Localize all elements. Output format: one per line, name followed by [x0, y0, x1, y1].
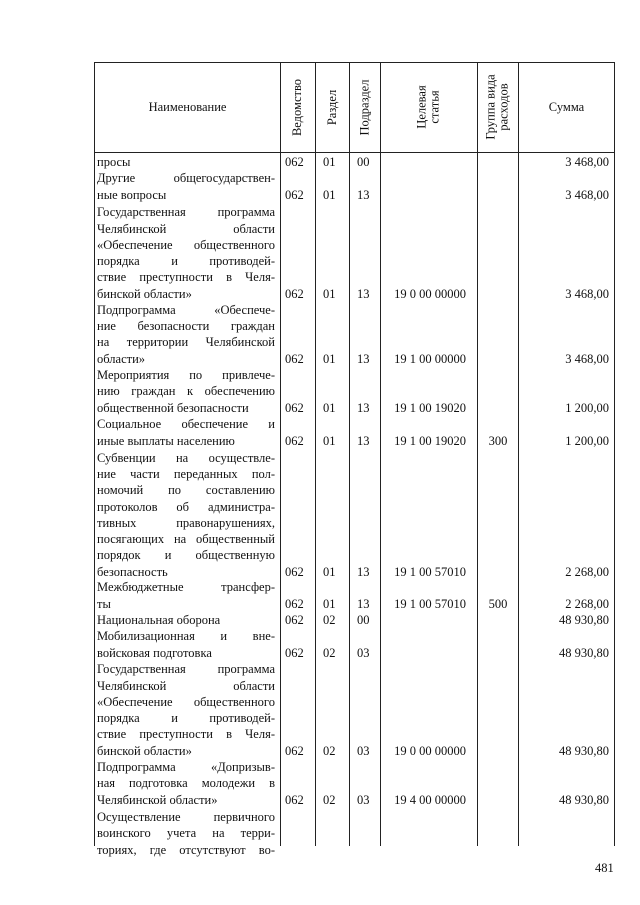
header-summa-label: Сумма [548, 99, 585, 114]
header-gruppa-line2: расходов [497, 83, 512, 131]
header-name-label: Наименование [148, 99, 227, 114]
header-vedomstvo [281, 62, 315, 152]
row-name: Межбюджетные трансфер- ты [97, 580, 275, 611]
row-podrazdel: 00 [357, 154, 370, 169]
header-gruppa-line1: Группа вида [484, 74, 499, 140]
table-row [94, 661, 615, 759]
header-summa [519, 62, 614, 152]
row-razdel: 01 [323, 400, 336, 415]
header-name [95, 62, 280, 152]
row-podrazdel: 03 [357, 792, 370, 807]
row-vedomstvo: 062 [285, 433, 304, 448]
row-gruppa: 500 [488, 596, 508, 611]
header-razdel [316, 62, 349, 152]
row-summa: 3 468,00 [565, 286, 609, 301]
table-body [94, 153, 615, 858]
row-podrazdel: 13 [357, 433, 370, 448]
row-podrazdel: 03 [357, 743, 370, 758]
row-podrazdel: 00 [357, 612, 370, 627]
header-podrazdel [350, 62, 380, 152]
row-name: Национальная оборона [97, 612, 221, 627]
row-razdel: 02 [323, 743, 336, 758]
row-vedomstvo: 062 [285, 564, 304, 579]
row-razdel: 01 [323, 564, 336, 579]
table-row [94, 808, 615, 858]
row-vedomstvo: 062 [285, 286, 304, 301]
header-podrazdel-label: Подраздел [357, 79, 372, 135]
row-podrazdel: 13 [357, 286, 370, 301]
row-summa: 3 468,00 [565, 154, 609, 169]
table-row [94, 416, 615, 449]
row-vedomstvo: 062 [285, 154, 304, 169]
row-name: просы [97, 154, 131, 169]
row-summa: 2 268,00 [565, 564, 609, 579]
row-name: Подпрограмма «Обеспече- ние безопасности граждан на территории Челябинской области» [97, 302, 275, 366]
row-podrazdel: 13 [357, 564, 370, 579]
row-celevaya: 19 1 00 57010 [394, 564, 466, 579]
row-podrazdel: 13 [357, 187, 370, 202]
row-summa: 48 930,80 [559, 645, 609, 660]
row-name: Осуществление первичного воинского учета на терри- ториях, где отсутствуют во- [97, 810, 275, 857]
header-vedomstvo-label: Ведомство [290, 78, 305, 136]
table-row [94, 153, 615, 170]
table-row [94, 580, 615, 612]
header-gruppa-label [485, 74, 511, 139]
row-razdel: 01 [323, 286, 336, 301]
row-razdel: 01 [323, 187, 336, 202]
table-row [94, 367, 615, 416]
row-celevaya: 19 1 00 00000 [394, 351, 466, 366]
row-name: Субвенции на осуществле- ние части переданных пол- номочий по составлению протоколов об администра- тивных правонарушениях, посягающих на общественный порядок и общественную безопасность [97, 450, 275, 579]
row-vedomstvo: 062 [285, 351, 304, 366]
row-razdel: 01 [323, 596, 336, 611]
row-name: Мобилизационная и вне- войсковая подготовка [97, 629, 275, 660]
row-podrazdel: 13 [357, 351, 370, 366]
row-razdel: 01 [323, 154, 336, 169]
row-podrazdel: 13 [357, 400, 370, 415]
row-summa: 1 200,00 [565, 433, 609, 448]
row-vedomstvo: 062 [285, 400, 304, 415]
row-vedomstvo: 062 [285, 792, 304, 807]
row-name: Социальное обеспечение и иные выплаты населению [97, 417, 275, 448]
row-razdel: 02 [323, 612, 336, 627]
header-celevaya-label [416, 85, 442, 128]
row-celevaya: 19 0 00 00000 [394, 286, 466, 301]
table-row [94, 302, 615, 367]
row-summa: 3 468,00 [565, 351, 609, 366]
budget-table [94, 62, 615, 857]
header-razdel-label: Раздел [325, 89, 340, 125]
header-celevaya-line1: Целевая [415, 85, 429, 129]
table-row [94, 759, 615, 808]
row-summa: 3 468,00 [565, 187, 609, 202]
row-summa: 48 930,80 [559, 612, 609, 627]
row-vedomstvo: 062 [285, 596, 304, 611]
row-name: Подпрограмма «Допризыв- ная подготовка молодежи в Челябинской области» [97, 760, 275, 807]
table-row [94, 628, 615, 661]
row-name: Мероприятия по привлече- нию граждан к обеспечению общественной безопасности [97, 368, 275, 415]
table-row [94, 612, 615, 628]
row-podrazdel: 03 [357, 645, 370, 660]
header-celevaya-line2: статья [428, 90, 442, 124]
row-name: Государственная программа Челябинской области «Обеспечение общественного порядка и противодей- ствие преступности в Челя- бинской области» [97, 662, 275, 758]
row-name: Другие общегосударствен- ные вопросы [97, 171, 275, 202]
row-razdel: 01 [323, 351, 336, 366]
row-summa: 2 268,00 [565, 596, 609, 611]
row-vedomstvo: 062 [285, 187, 304, 202]
row-razdel: 01 [323, 433, 336, 448]
row-celevaya: 19 1 00 19020 [394, 400, 466, 415]
row-celevaya: 19 0 00 00000 [394, 743, 466, 758]
header-gruppa [478, 62, 518, 152]
header-celevaya [381, 62, 477, 152]
row-name: Государственная программа Челябинской области «Обеспечение общественного порядка и противодей- ствие преступности в Челя- бинской области» [97, 205, 275, 301]
row-celevaya: 19 1 00 19020 [394, 433, 466, 448]
row-vedomstvo: 062 [285, 743, 304, 758]
row-celevaya: 19 4 00 00000 [394, 792, 466, 807]
row-celevaya: 19 1 00 57010 [394, 596, 466, 611]
row-summa: 1 200,00 [565, 400, 609, 415]
page-number: 481 [595, 861, 614, 875]
row-gruppa: 300 [488, 433, 508, 448]
row-summa: 48 930,80 [559, 743, 609, 758]
row-summa: 48 930,80 [559, 792, 609, 807]
row-razdel: 02 [323, 645, 336, 660]
table-row [94, 203, 615, 302]
table-row [94, 449, 615, 580]
row-vedomstvo: 062 [285, 645, 304, 660]
row-razdel: 02 [323, 792, 336, 807]
row-vedomstvo: 062 [285, 612, 304, 627]
table-row [94, 170, 615, 203]
row-podrazdel: 13 [357, 596, 370, 611]
